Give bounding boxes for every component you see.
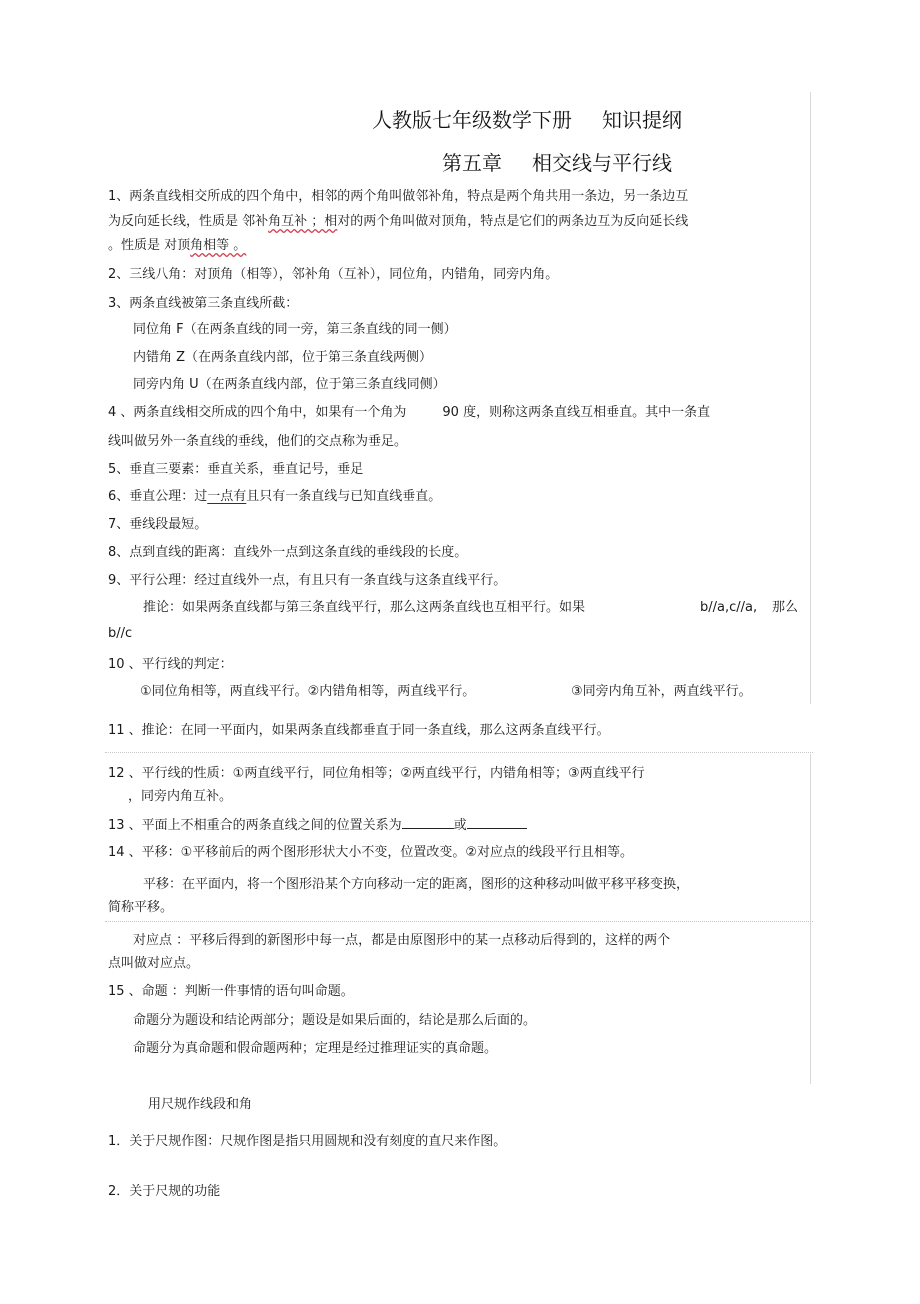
item-9-formula: b//a,c//a, [700, 600, 758, 615]
highlighted-text: 角相等 。 [190, 238, 247, 253]
item-6 [108, 489, 441, 505]
section-2-paragraph-2: 2．关于尺规的功能 [108, 1184, 221, 1199]
chapter-name: 相交线与平行线 [532, 151, 672, 175]
item-15-sub-2: 命题分为真命题和假命题两种；定理是经过推理证实的真命题。 [133, 1041, 498, 1056]
item-11: 11 、推论：在同一平面内，如果两条直线都垂直于同一条直线，那么这两条直线平行。 [108, 723, 610, 738]
item-5: 5、垂直三要素：垂直关系，垂直记号，垂足 [108, 462, 364, 477]
answer-blank-2[interactable] [467, 816, 527, 829]
item-2: 2、三线八角：对顶角（相等），邻补角（互补），同位角，内错角，同旁内角。 [108, 267, 559, 282]
text-segment: 4 、两条直线相交所成的四个角中，如果有一个角为 [108, 405, 407, 420]
item-14-definition-1: 平移：在平面内，将一个图形沿某个方向移动一定的距离，图形的这种移动叫做平移平移变换， [143, 877, 690, 892]
item-14-corresponding-2: 点叫做对应点。 [108, 956, 200, 971]
item-10-heading: 10 、平行线的判定： [108, 657, 233, 672]
item-9-corollary [143, 600, 585, 616]
item-3-sub-2: 内错角 Z（在两条直线内部，位于第三条直线两侧） [133, 350, 433, 365]
text-segment: 90 度，则称这两条直线互相垂直。其中一条直 [442, 405, 711, 420]
item-3-heading: 3、两条直线被第三条直线所截： [108, 296, 299, 311]
section-divider [105, 921, 813, 922]
item-9-heading: 9、平行公理：经过直线外一点，有且只有一条直线与这条直线平行。 [108, 573, 507, 588]
item-1-line-3 [108, 238, 246, 254]
text-segment: 对的两个角叫做对顶角，特点是它们的两条边互为反向延长线 [337, 214, 689, 229]
text-segment: 。性质是 对顶 [108, 238, 191, 253]
item-14-line-1: 14 、平移：①平移前后的两个图形形状大小不变，位置改变。②对应点的线段平行且相等。 [108, 845, 633, 860]
item-10-criteria-1-2: ①同位角相等，两直线平行。②内错角相等，两直线平行。 [140, 684, 476, 699]
text-segment: 13 、平面上不相重合的两条直线之间的位置关系为 [108, 818, 402, 833]
item-3-sub-1: 同位角 F（在两条直线的同一旁，第三条直线的同一侧） [133, 322, 457, 337]
underlined-text: 一点有 [207, 489, 247, 504]
item-9-conclusion: b//c [108, 626, 133, 641]
text-segment: 且只有一条直线与已知直线垂直。 [246, 489, 442, 504]
item-1-line-1: 1、两条直线相交所成的四个角中，相邻的两个角叫做邻补角，特点是两个角共用一条边，另一条边互 [108, 189, 689, 204]
item-14-definition-2: 简称平移。 [108, 900, 174, 915]
item-3-sub-3: 同旁内角 U（在两条直线内部，位于第三条直线同侧） [133, 377, 446, 392]
item-10-criteria-3: ③同旁内角互补，两直线平行。 [571, 684, 752, 699]
item-15-sub-1: 命题分为题设和结论两部分；题设是如果后面的，结论是那么后面的。 [133, 1013, 537, 1028]
item-13 [108, 816, 527, 834]
text-segment: 6、垂直公理：过 [108, 489, 208, 504]
answer-blank-1[interactable] [402, 816, 454, 829]
highlighted-text: 角互补 ；相 [268, 214, 338, 229]
title-text: 人教版七年级数学下册 [372, 108, 572, 132]
item-8: 8、点到直线的距离：直线外一点到这条直线的垂线段的长度。 [108, 545, 468, 560]
title-suffix: 知识提纲 [602, 108, 682, 132]
text-segment: 推论：如果两条直线都与第三条直线平行，那么这两条直线也互相平行。如果 [143, 600, 586, 615]
chapter-label: 第五章 [442, 151, 502, 175]
section-2-heading: 用尺规作线段和角 [148, 1097, 253, 1112]
item-12-line-2: ，同旁内角互补。 [128, 789, 233, 804]
item-14-corresponding-1: 对应点 ：平移后得到的新图形中每一点，都是由原图形中的某一点移动后得到的，这样的两个 [133, 933, 671, 948]
section-2-paragraph-1: 1．关于尺规作图：尺规作图是指只用圆规和没有刻度的直尺来作图。 [108, 1134, 507, 1149]
text-segment: 为反向延长线，性质是 邻补 [108, 214, 269, 229]
item-12-line-1: 12 、平行线的性质：①两直线平行，同位角相等；②两直线平行，内错角相等；③两直线平行 [108, 766, 645, 781]
right-margin-line [810, 92, 811, 704]
item-4-line-1 [108, 405, 710, 421]
item-4-line-2: 线叫做另外一条直线的垂线，他们的交点称为垂足。 [108, 434, 408, 449]
section-divider [105, 752, 813, 753]
item-9-then: 那么 [772, 600, 799, 615]
item-15-heading: 15 、命题 ：判断一件事情的语句叫命题。 [108, 984, 354, 999]
item-7: 7、垂线段最短。 [108, 517, 208, 532]
text-segment: 或 [453, 818, 467, 833]
chapter-title [442, 147, 672, 176]
document-title [372, 104, 682, 133]
item-1-line-2 [108, 214, 688, 230]
right-margin-line [810, 754, 811, 1084]
